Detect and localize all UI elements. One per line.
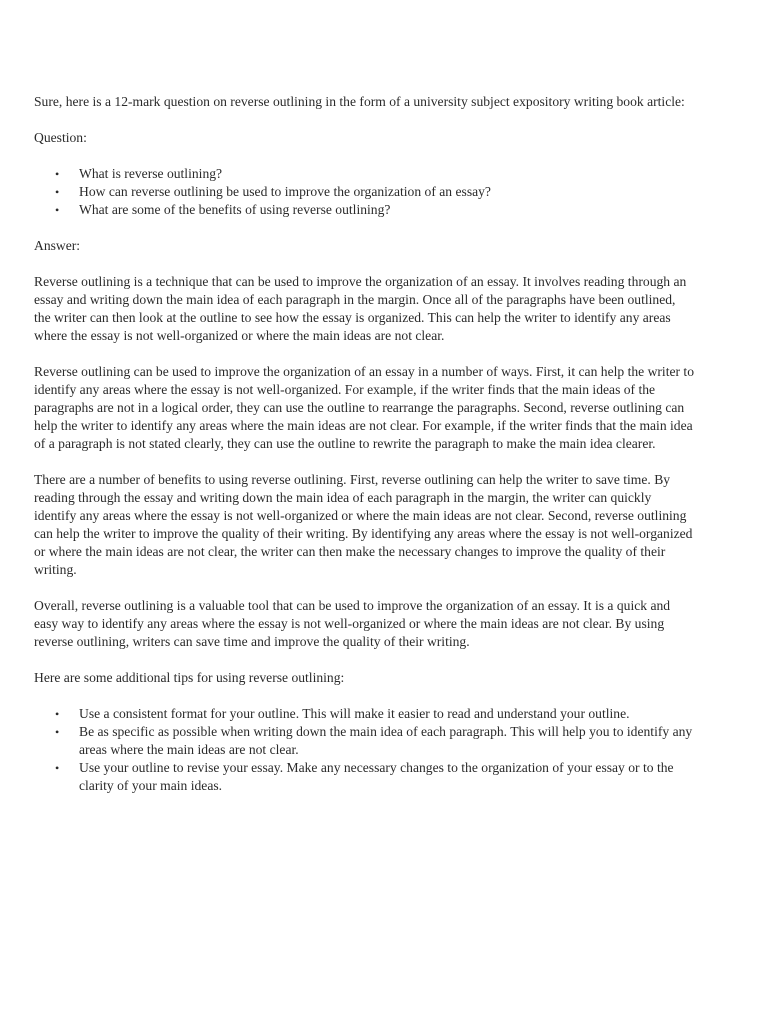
- answer-paragraph: Reverse outlining can be used to improve the organization of an essay in a number of ways. First, it can help the writer to identify any areas where the essay is not well-organized. For example, if the writer finds that the main ideas of the paragraphs are not in a logical order, they can use the outline to rearrange the paragraphs. Second, reverse outlining can help the writer to identify any areas where the main ideas are not clear. For example, if the writer finds that the main idea of a paragraph is not stated clearly, they can use the outline to rewrite the paragraph to make the main idea clearer.: [34, 364, 695, 451]
- tips-list: [34, 705, 694, 795]
- list-item: • How can reverse outlining be used to improve the organization of an essay?: [55, 184, 491, 199]
- answer-label: Answer:: [34, 238, 81, 253]
- intro-paragraph: Sure, here is a 12-mark question on reverse outlining in the form of a university subject expository writing book article:: [34, 94, 685, 109]
- answer-paragraph: Overall, reverse outlining is a valuable tool that can be used to improve the organization of an essay. It is a quick and easy way to identify any areas where the essay is not well-organized or where the main ideas are not clear. By using reverse outlining, writers can save time and improve the quality of their writing.: [34, 598, 671, 649]
- list-item: • Use your outline to revise your essay. Make any necessary changes to the organization of your essay or to the clarity of your main ideas.: [55, 760, 674, 793]
- bullet-icon: •: [55, 761, 60, 775]
- list-item: • Use a consistent format for your outline. This will make it easier to read and understand your outline.: [55, 706, 630, 721]
- list-item: • What are some of the benefits of using reverse outlining?: [55, 202, 391, 217]
- answer-paragraph: There are a number of benefits to using reverse outlining. First, reverse outlining can help the writer to save time. By reading through the essay and writing down the main idea of each paragraph in the margin, the writer can quickly identify any areas where the essay is not well-organized or where the main ideas are not clear. Second, reverse outlining can help the writer to improve the quality of their writing. By identifying any areas where the essay is not well-organized or where the main ideas are not clear, the writer can then make the necessary changes to improve the quality of their writing.: [34, 472, 693, 577]
- article-body: [34, 93, 694, 813]
- list-item: • Be as specific as possible when writing down the main idea of each paragraph. This will help you to identify any areas where the main ideas are not clear.: [55, 724, 693, 757]
- answer-paragraph: Reverse outlining is a technique that can be used to improve the organization of an essay. It involves reading through an essay and writing down the main idea of each paragraph in the margin. Once all of the paragraphs have been outlined, the writer can then look at the outline to see how the essay is organized. This can help the writer to identify any areas where the essay is not well-organized or where the main ideas are not clear.: [34, 274, 687, 343]
- bullet-icon: •: [55, 167, 60, 181]
- tips-intro: Here are some additional tips for using reverse outlining:: [34, 670, 345, 685]
- question-label: Question:: [34, 130, 87, 145]
- bullet-icon: •: [55, 707, 60, 721]
- bullet-icon: •: [55, 203, 60, 217]
- list-item: • What is reverse outlining?: [55, 166, 223, 181]
- bullet-icon: •: [55, 725, 60, 739]
- bullet-icon: •: [55, 185, 60, 199]
- question-list: [34, 165, 694, 219]
